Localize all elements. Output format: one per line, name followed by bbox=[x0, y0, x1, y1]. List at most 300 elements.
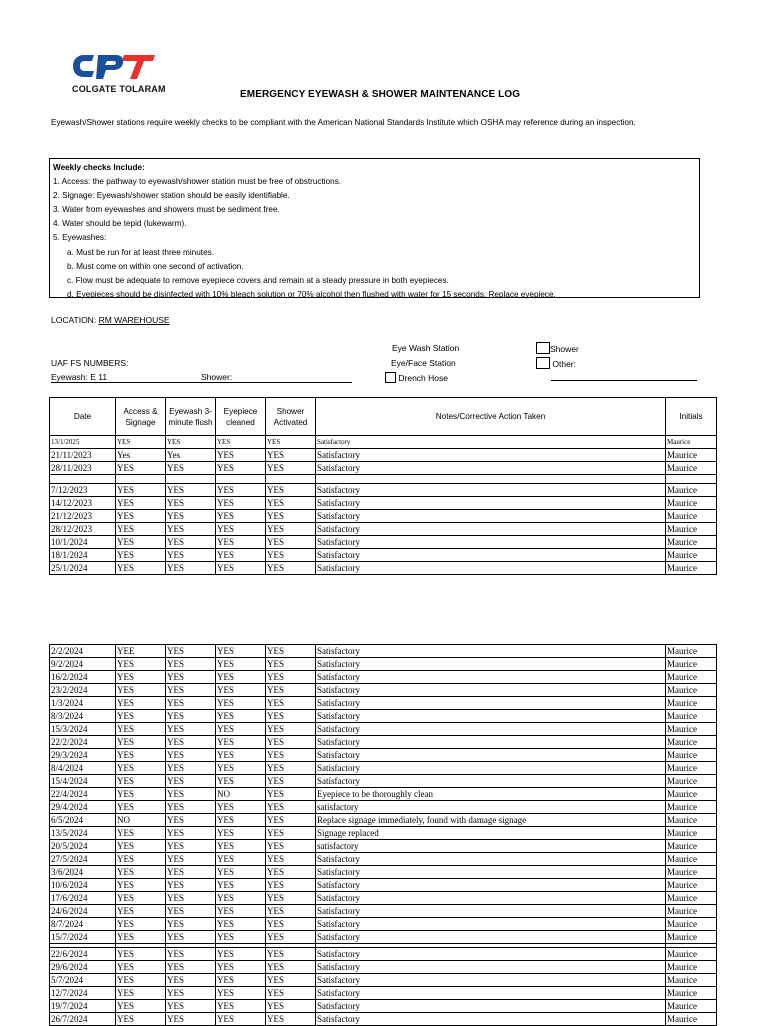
cell-date: 22/4/2024 bbox=[50, 788, 116, 801]
location-label: LOCATION: bbox=[51, 315, 97, 325]
log-table-1 bbox=[49, 397, 717, 575]
cell-shower: YES bbox=[266, 762, 316, 775]
cell-eyepiece: YES bbox=[216, 961, 266, 974]
table-row bbox=[50, 948, 717, 961]
table-row bbox=[50, 684, 717, 697]
cell-flush: YES bbox=[166, 814, 216, 827]
cell-flush: YES bbox=[166, 1013, 216, 1026]
cell-eyepiece: YES bbox=[216, 671, 266, 684]
cell-notes: Satisfactory bbox=[316, 536, 666, 549]
cell-access: YES bbox=[116, 853, 166, 866]
cell-notes: Satisfactory bbox=[316, 1000, 666, 1013]
cell-date: 21/11/2023 bbox=[50, 449, 116, 462]
cell-notes: Satisfactory bbox=[316, 974, 666, 987]
cell-notes: Satisfactory bbox=[316, 523, 666, 536]
other-option[interactable] bbox=[536, 357, 576, 369]
cell-access: YES bbox=[116, 905, 166, 918]
check-subitem: a. Must be run for at least three minutes. bbox=[67, 247, 214, 257]
table-row bbox=[50, 710, 717, 723]
cell-flush: YES bbox=[166, 905, 216, 918]
cell-flush: YES bbox=[166, 536, 216, 549]
cell-flush: YES bbox=[166, 948, 216, 961]
cell-date: 26/7/2024 bbox=[50, 1013, 116, 1026]
cell-initials: Maurice bbox=[666, 1013, 717, 1026]
cell-date: 12/7/2024 bbox=[50, 987, 116, 1000]
table-header-row bbox=[50, 398, 717, 436]
cell-initials: Maurice bbox=[666, 497, 717, 510]
cell-access: YES bbox=[116, 1013, 166, 1026]
cell-flush: YES bbox=[166, 866, 216, 879]
cell-eyepiece: YES bbox=[216, 905, 266, 918]
cell-access: YES bbox=[116, 671, 166, 684]
cell-access: YES bbox=[116, 866, 166, 879]
cell-shower: YES bbox=[266, 931, 316, 944]
cell-shower: YES bbox=[266, 892, 316, 905]
cell-flush: YES bbox=[166, 879, 216, 892]
cell-initials: Maurice bbox=[666, 523, 717, 536]
cell-initials: Maurice bbox=[666, 645, 717, 658]
table-row bbox=[50, 931, 717, 944]
cell-flush: YES bbox=[166, 723, 216, 736]
drench-label: Drench Hose bbox=[398, 373, 448, 383]
cell-eyepiece: YES bbox=[216, 684, 266, 697]
cell-access: YES bbox=[116, 497, 166, 510]
cell-flush: YES bbox=[166, 892, 216, 905]
cell-initials: Maurice bbox=[666, 484, 717, 497]
cell-access: YES bbox=[116, 801, 166, 814]
cell-flush: YES bbox=[166, 710, 216, 723]
cell-shower: YES bbox=[266, 484, 316, 497]
cell-access: YES bbox=[116, 987, 166, 1000]
col-shower: Shower Activated bbox=[266, 398, 316, 436]
cell-flush: YES bbox=[166, 853, 216, 866]
cell-shower: YES bbox=[266, 814, 316, 827]
cell-eyepiece: YES bbox=[216, 484, 266, 497]
cell-shower: YES bbox=[266, 697, 316, 710]
cell-eyepiece: YES bbox=[216, 879, 266, 892]
cell-notes: Satisfactory bbox=[316, 697, 666, 710]
spacer-cell bbox=[316, 475, 666, 484]
cell-access: YES bbox=[116, 827, 166, 840]
cell-eyepiece: YES bbox=[216, 762, 266, 775]
weekly-checks-box bbox=[49, 158, 700, 298]
eyewash-number: Eyewash: E 11 bbox=[51, 372, 108, 382]
cell-access: YES bbox=[116, 931, 166, 944]
cell-shower: YES bbox=[266, 497, 316, 510]
table-row bbox=[50, 736, 717, 749]
cell-notes: Satisfactory bbox=[316, 987, 666, 1000]
table-row bbox=[50, 801, 717, 814]
cell-shower: YES bbox=[266, 788, 316, 801]
cell-shower: YES bbox=[266, 671, 316, 684]
cell-access: YES bbox=[116, 762, 166, 775]
cell-notes: Satisfactory bbox=[316, 879, 666, 892]
table-spacer-row bbox=[50, 475, 717, 484]
cell-notes: Satisfactory bbox=[316, 562, 666, 575]
cell-notes: Satisfactory bbox=[316, 866, 666, 879]
cell-access: YES bbox=[116, 840, 166, 853]
cell-initials: Maurice bbox=[666, 723, 717, 736]
cell-eyepiece: YES bbox=[216, 840, 266, 853]
check-item: 5. Eyewashes: bbox=[53, 233, 107, 243]
table-row bbox=[50, 974, 717, 987]
table-row bbox=[50, 827, 717, 840]
cell-notes: Satisfactory bbox=[316, 658, 666, 671]
cell-initials: Maurice bbox=[666, 918, 717, 931]
cell-access: YES bbox=[116, 658, 166, 671]
cell-initials: Maurice bbox=[666, 905, 717, 918]
cpt-logo-icon bbox=[72, 52, 156, 82]
cell-shower: YES bbox=[266, 684, 316, 697]
cell-initials: Maurice bbox=[666, 762, 717, 775]
cell-access: YES bbox=[116, 775, 166, 788]
cell-access: YES bbox=[116, 436, 166, 449]
cell-notes: Satisfactory bbox=[316, 948, 666, 961]
cell-date: 29/6/2024 bbox=[50, 961, 116, 974]
cell-access: YES bbox=[116, 536, 166, 549]
cell-access: YES bbox=[116, 918, 166, 931]
table-row bbox=[50, 788, 717, 801]
cell-initials: Maurice bbox=[666, 892, 717, 905]
cell-initials: Maurice bbox=[666, 974, 717, 987]
table-row bbox=[50, 658, 717, 671]
cell-date: 24/6/2024 bbox=[50, 905, 116, 918]
col-access: Access & Signage bbox=[116, 398, 166, 436]
cell-eyepiece: YES bbox=[216, 449, 266, 462]
cell-shower: YES bbox=[266, 905, 316, 918]
cell-eyepiece: YES bbox=[216, 462, 266, 475]
cell-shower: YES bbox=[266, 827, 316, 840]
location-row bbox=[51, 315, 170, 325]
cell-date: 14/12/2023 bbox=[50, 497, 116, 510]
cell-access: YES bbox=[116, 523, 166, 536]
cell-initials: Maurice bbox=[666, 510, 717, 523]
cell-initials: Maurice bbox=[666, 948, 717, 961]
cell-flush: YES bbox=[166, 645, 216, 658]
cell-notes: Satisfactory bbox=[316, 710, 666, 723]
cell-notes: satisfactory bbox=[316, 801, 666, 814]
cell-notes: Satisfactory bbox=[316, 684, 666, 697]
cell-flush: YES bbox=[166, 775, 216, 788]
cell-access: YES bbox=[116, 697, 166, 710]
cell-flush: YES bbox=[166, 658, 216, 671]
cell-eyepiece: YES bbox=[216, 892, 266, 905]
cell-shower: YES bbox=[266, 987, 316, 1000]
company-logo bbox=[72, 52, 172, 94]
table-row bbox=[50, 723, 717, 736]
cell-shower: YES bbox=[266, 974, 316, 987]
cell-flush: YES bbox=[166, 497, 216, 510]
cell-date: 15/7/2024 bbox=[50, 931, 116, 944]
cell-eyepiece: YES bbox=[216, 866, 266, 879]
table-row bbox=[50, 892, 717, 905]
cell-shower: YES bbox=[266, 710, 316, 723]
cell-access: YES bbox=[116, 961, 166, 974]
cell-flush: YES bbox=[166, 788, 216, 801]
cell-shower: YES bbox=[266, 749, 316, 762]
company-name: COLGATE TOLARAM bbox=[72, 84, 166, 94]
cell-notes: satisfactory bbox=[316, 840, 666, 853]
table-row bbox=[50, 879, 717, 892]
cell-eyepiece: YES bbox=[216, 645, 266, 658]
cell-flush: YES bbox=[166, 974, 216, 987]
cell-notes: Satisfactory bbox=[316, 931, 666, 944]
cell-eyepiece: YES bbox=[216, 436, 266, 449]
cell-shower: YES bbox=[266, 853, 316, 866]
cell-eyepiece: YES bbox=[216, 853, 266, 866]
cell-flush: YES bbox=[166, 1000, 216, 1013]
page-title: EMERGENCY EYEWASH & SHOWER MAINTENANCE LOG bbox=[240, 89, 521, 100]
col-notes: Notes/Corrective Action Taken bbox=[316, 398, 666, 436]
cell-notes: Satisfactory bbox=[316, 1013, 666, 1026]
col-date: Date bbox=[50, 398, 116, 436]
other-checkbox[interactable] bbox=[536, 357, 550, 369]
cell-date: 3/6/2024 bbox=[50, 866, 116, 879]
table-row bbox=[50, 671, 717, 684]
cell-flush: YES bbox=[166, 987, 216, 1000]
cell-date: 21/12/2023 bbox=[50, 510, 116, 523]
cell-date: 13/1/2025 bbox=[50, 436, 116, 449]
cell-shower: YES bbox=[266, 961, 316, 974]
drench-checkbox[interactable] bbox=[385, 372, 396, 383]
table-row bbox=[50, 905, 717, 918]
cell-eyepiece: YES bbox=[216, 736, 266, 749]
cell-initials: Maurice bbox=[666, 658, 717, 671]
cell-date: 29/4/2024 bbox=[50, 801, 116, 814]
cell-initials: Maurice bbox=[666, 879, 717, 892]
cell-date: 15/3/2024 bbox=[50, 723, 116, 736]
cell-flush: YES bbox=[166, 484, 216, 497]
cell-date: 20/5/2024 bbox=[50, 840, 116, 853]
check-subitem: d. Eyepieces should be disinfected with 10% bleach solution or 70% alcohol then flushed with water for 15 seconds. Replace eyepiece. bbox=[67, 289, 556, 299]
cell-flush: YES bbox=[166, 931, 216, 944]
uaf-label: UAF FS NUMBERS: bbox=[51, 358, 129, 368]
table-row bbox=[50, 987, 717, 1000]
cell-notes: Satisfactory bbox=[316, 462, 666, 475]
shower-number-label: Shower: bbox=[201, 372, 233, 382]
cell-date: 8/3/2024 bbox=[50, 710, 116, 723]
cell-shower: YES bbox=[266, 462, 316, 475]
intro-text: Eyewash/Shower stations require weekly checks to be compliant with the American National Standards Institute which OSHA may reference during an inspection. bbox=[51, 118, 636, 127]
cell-date: 7/12/2023 bbox=[50, 484, 116, 497]
cell-eyepiece: YES bbox=[216, 523, 266, 536]
cell-date: 17/6/2024 bbox=[50, 892, 116, 905]
table-row bbox=[50, 562, 717, 575]
cell-access: YES bbox=[116, 749, 166, 762]
table-row bbox=[50, 762, 717, 775]
spacer-cell bbox=[666, 475, 717, 484]
col-eyepiece: Eyepiece cleaned bbox=[216, 398, 266, 436]
cell-shower: YES bbox=[266, 840, 316, 853]
cell-initials: Maurice bbox=[666, 749, 717, 762]
cell-initials: Maurice bbox=[666, 853, 717, 866]
cell-access: YES bbox=[116, 1000, 166, 1013]
spacer-cell bbox=[266, 475, 316, 484]
cell-date: 6/5/2024 bbox=[50, 814, 116, 827]
log-table-2 bbox=[49, 644, 717, 1026]
cell-eyepiece: YES bbox=[216, 562, 266, 575]
cell-shower: YES bbox=[266, 736, 316, 749]
table-row bbox=[50, 549, 717, 562]
table-row bbox=[50, 536, 717, 549]
cell-shower: YES bbox=[266, 879, 316, 892]
cell-shower: YES bbox=[266, 866, 316, 879]
cell-shower: YES bbox=[266, 536, 316, 549]
cell-notes: Signage replaced bbox=[316, 827, 666, 840]
cell-notes: Satisfactory bbox=[316, 961, 666, 974]
cell-eyepiece: YES bbox=[216, 710, 266, 723]
cell-flush: YES bbox=[166, 749, 216, 762]
cell-notes: Satisfactory bbox=[316, 549, 666, 562]
cell-eyepiece: NO bbox=[216, 788, 266, 801]
cell-access: NO bbox=[116, 814, 166, 827]
cell-flush: YES bbox=[166, 549, 216, 562]
cell-initials: Maurice bbox=[666, 736, 717, 749]
table-row bbox=[50, 462, 717, 475]
cell-notes: Satisfactory bbox=[316, 510, 666, 523]
cell-access: YES bbox=[116, 974, 166, 987]
cell-notes: Eyepiece to be thoroughly clean bbox=[316, 788, 666, 801]
cell-access: YEE bbox=[116, 645, 166, 658]
cell-date: 5/7/2024 bbox=[50, 974, 116, 987]
table-row bbox=[50, 814, 717, 827]
cell-shower: YES bbox=[266, 918, 316, 931]
cell-date: 28/12/2023 bbox=[50, 523, 116, 536]
table-row bbox=[50, 1000, 717, 1013]
table-row bbox=[50, 918, 717, 931]
cell-eyepiece: YES bbox=[216, 987, 266, 1000]
cell-shower: YES bbox=[266, 723, 316, 736]
cell-access: YES bbox=[116, 684, 166, 697]
check-item: 2. Signage: Eyewash/shower station should be easily identifiable. bbox=[53, 191, 290, 201]
cell-eyepiece: YES bbox=[216, 974, 266, 987]
cell-shower: YES bbox=[266, 645, 316, 658]
cell-date: 22/6/2024 bbox=[50, 948, 116, 961]
cell-initials: Maurice bbox=[666, 775, 717, 788]
cell-initials: Maurice bbox=[666, 549, 717, 562]
table-row bbox=[50, 436, 717, 449]
cell-initials: Maurice bbox=[666, 462, 717, 475]
shower-option[interactable] bbox=[536, 342, 579, 354]
cell-date: 22/2/2024 bbox=[50, 736, 116, 749]
shower-label: Shower bbox=[550, 344, 579, 354]
cell-eyepiece: YES bbox=[216, 549, 266, 562]
spacer-cell bbox=[166, 475, 216, 484]
cell-access: YES bbox=[116, 879, 166, 892]
cell-access: YES bbox=[116, 736, 166, 749]
cell-notes: Satisfactory bbox=[316, 497, 666, 510]
table-row bbox=[50, 961, 717, 974]
cell-flush: YES bbox=[166, 523, 216, 536]
cell-notes: Satisfactory bbox=[316, 671, 666, 684]
other-input-line[interactable] bbox=[551, 380, 697, 381]
shower-checkbox[interactable] bbox=[536, 342, 550, 354]
cell-date: 13/5/2024 bbox=[50, 827, 116, 840]
cell-access: YES bbox=[116, 892, 166, 905]
cell-date: 25/1/2024 bbox=[50, 562, 116, 575]
table-row bbox=[50, 749, 717, 762]
cell-access: YES bbox=[116, 788, 166, 801]
cell-access: YES bbox=[116, 710, 166, 723]
cell-notes: Replace signage immediately, found with damage signage bbox=[316, 814, 666, 827]
cell-flush: YES bbox=[166, 961, 216, 974]
cell-eyepiece: YES bbox=[216, 775, 266, 788]
cell-eyepiece: YES bbox=[216, 723, 266, 736]
cell-shower: YES bbox=[266, 562, 316, 575]
cell-shower: YES bbox=[266, 1000, 316, 1013]
cell-eyepiece: YES bbox=[216, 749, 266, 762]
cell-initials: Maurice bbox=[666, 961, 717, 974]
check-item: 1. Access: the pathway to eyewash/shower station must be free of obstructions. bbox=[53, 177, 342, 187]
cell-initials: Maurice bbox=[666, 788, 717, 801]
check-item: 3. Water from eyewashes and showers must be sediment free. bbox=[53, 205, 280, 215]
cell-date: 8/4/2024 bbox=[50, 762, 116, 775]
table-row bbox=[50, 497, 717, 510]
cell-initials: Maurice bbox=[666, 536, 717, 549]
cell-flush: YES bbox=[166, 918, 216, 931]
cell-shower: YES bbox=[266, 948, 316, 961]
cell-flush: YES bbox=[166, 436, 216, 449]
cell-eyepiece: YES bbox=[216, 497, 266, 510]
col-initials: Initials bbox=[666, 398, 717, 436]
cell-access: Yes bbox=[116, 449, 166, 462]
cell-initials: Maurice bbox=[666, 840, 717, 853]
cell-eyepiece: YES bbox=[216, 918, 266, 931]
cell-flush: YES bbox=[166, 801, 216, 814]
table-row bbox=[50, 523, 717, 536]
cell-eyepiece: YES bbox=[216, 827, 266, 840]
cell-date: 29/3/2024 bbox=[50, 749, 116, 762]
cell-initials: Maurice bbox=[666, 684, 717, 697]
table-row bbox=[50, 510, 717, 523]
cell-notes: Satisfactory bbox=[316, 853, 666, 866]
cell-notes: Satisfactory bbox=[316, 484, 666, 497]
cell-flush: YES bbox=[166, 684, 216, 697]
cell-notes: Satisfactory bbox=[316, 905, 666, 918]
cell-shower: YES bbox=[266, 658, 316, 671]
table-row bbox=[50, 449, 717, 462]
cell-initials: Maurice bbox=[666, 827, 717, 840]
cell-initials: Maurice bbox=[666, 1000, 717, 1013]
cell-eyepiece: YES bbox=[216, 536, 266, 549]
cell-flush: YES bbox=[166, 510, 216, 523]
cell-date: 2/2/2024 bbox=[50, 645, 116, 658]
cell-shower: YES bbox=[266, 449, 316, 462]
table-row bbox=[50, 775, 717, 788]
cell-flush: YES bbox=[166, 697, 216, 710]
drench-option[interactable] bbox=[385, 372, 448, 383]
cell-initials: Maurice bbox=[666, 931, 717, 944]
cell-initials: Maurice bbox=[666, 801, 717, 814]
cell-shower: YES bbox=[266, 549, 316, 562]
cell-initials: Maurice bbox=[666, 987, 717, 1000]
cell-date: 15/4/2024 bbox=[50, 775, 116, 788]
spacer-cell bbox=[50, 475, 116, 484]
check-subitem: b. Must come on within one second of activation. bbox=[67, 261, 244, 271]
cell-eyepiece: YES bbox=[216, 801, 266, 814]
cell-notes: Satisfactory bbox=[316, 892, 666, 905]
cell-date: 9/2/2024 bbox=[50, 658, 116, 671]
cell-eyepiece: YES bbox=[216, 658, 266, 671]
cell-flush: Yes bbox=[166, 449, 216, 462]
cell-flush: YES bbox=[166, 736, 216, 749]
cell-access: YES bbox=[116, 484, 166, 497]
cell-shower: YES bbox=[266, 775, 316, 788]
check-subitem: c. Flow must be adequate to remove eyepiece covers and remain at a steady pressure in both eyepieces. bbox=[67, 275, 449, 285]
cell-initials: Maurice bbox=[666, 436, 717, 449]
cell-notes: Satisfactory bbox=[316, 645, 666, 658]
cell-date: 10/1/2024 bbox=[50, 536, 116, 549]
